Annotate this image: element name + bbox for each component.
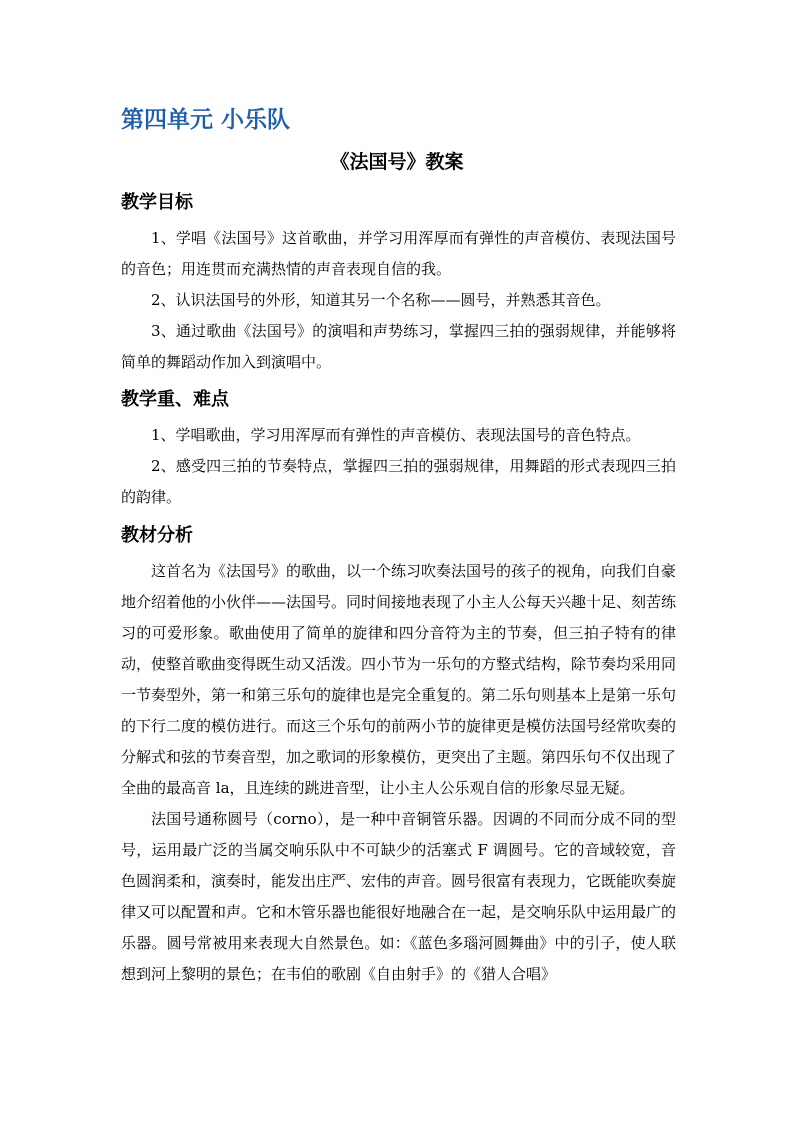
key-points-body [121, 420, 676, 513]
analysis-body [121, 556, 676, 990]
objectives-body [121, 223, 676, 378]
analysis-heading: 教材分析 [121, 525, 193, 546]
objectives-paragraph-3: 3、通过歌曲《法国号》的演唱和声势练习，掌握四三拍的强弱规律，并能够将简单的舞蹈动作加入到演唱中。 [121, 322, 676, 371]
analysis-paragraph-2: 法国号通称圆号（corno），是一种中音铜管乐器。因调的不同而分成不同的型号，运用最广泛的当属交响乐队中不可缺少的活塞式 F 调圆号。它的音域较宽，音色圆润柔和，演奏时，能发出庄严、宏伟的声音。圆号很富有表现力，它既能吹奏旋律又可以配置和声。它和木管乐器也能很好地融合在一起，是交响乐队中运用最广的乐器。圆号常被用来表现大自然景色。如：《蓝色多瑙河圆舞曲》中的引子，使人联想到河上黎明的景色；在韦伯的歌剧《自由射手》的《猎人合唱》 [121, 810, 677, 983]
objectives-paragraph-2: 2、认识法国号的外形，知道其另一个名称——圆号，并熟悉其音色。 [151, 291, 611, 309]
key-points-paragraph-1: 1、学唱歌曲，学习用浑厚而有弹性的声音模仿、表现法国号的音色特点。 [151, 426, 641, 444]
key-points-paragraph-2: 2、感受四三拍的节奏特点，掌握四三拍的强弱规律，用舞蹈的形式表现四三拍的韵律。 [121, 457, 676, 506]
objectives-heading: 教学目标 [121, 192, 193, 213]
analysis-paragraph-1: 这首名为《法国号》的歌曲，以一个练习吹奏法国号的孩子的视角，向我们自豪地介绍着他的小伙伴——法国号。同时间接地表现了小主人公每天兴趣十足、刻苦练习的可爱形象。歌曲使用了简单的旋律和四分音符为主的节奏，但三拍子特有的律动，使整首歌曲变得既生动又活泼。四小节为一乐句的方整式结构，除节奏均采用同一节奏型外，第一和第三乐句的旋律也是完全重复的。第二乐句则基本上是第一乐句的下行二度的模仿进行。而这三个乐句的前两小节的旋律更是模仿法国号经常吹奏的分解式和弦的节奏音型，加之歌词的形象模仿，更突出了主题。第四乐句不仅出现了全曲的最高音 la，且连续的跳进音型，让小主人公乐观自信的形象尽显无疑。 [121, 562, 677, 797]
key-points-heading: 教学重、难点 [121, 389, 229, 410]
lesson-title: 《法国号》教案 [330, 151, 464, 173]
objectives-paragraph-1: 1、学唱《法国号》这首歌曲，并学习用浑厚而有弹性的声音模仿、表现法国号的音色；用连贯而充满热情的声音表现自信的我。 [121, 229, 676, 278]
unit-title: 第四单元 小乐队 [121, 106, 291, 133]
